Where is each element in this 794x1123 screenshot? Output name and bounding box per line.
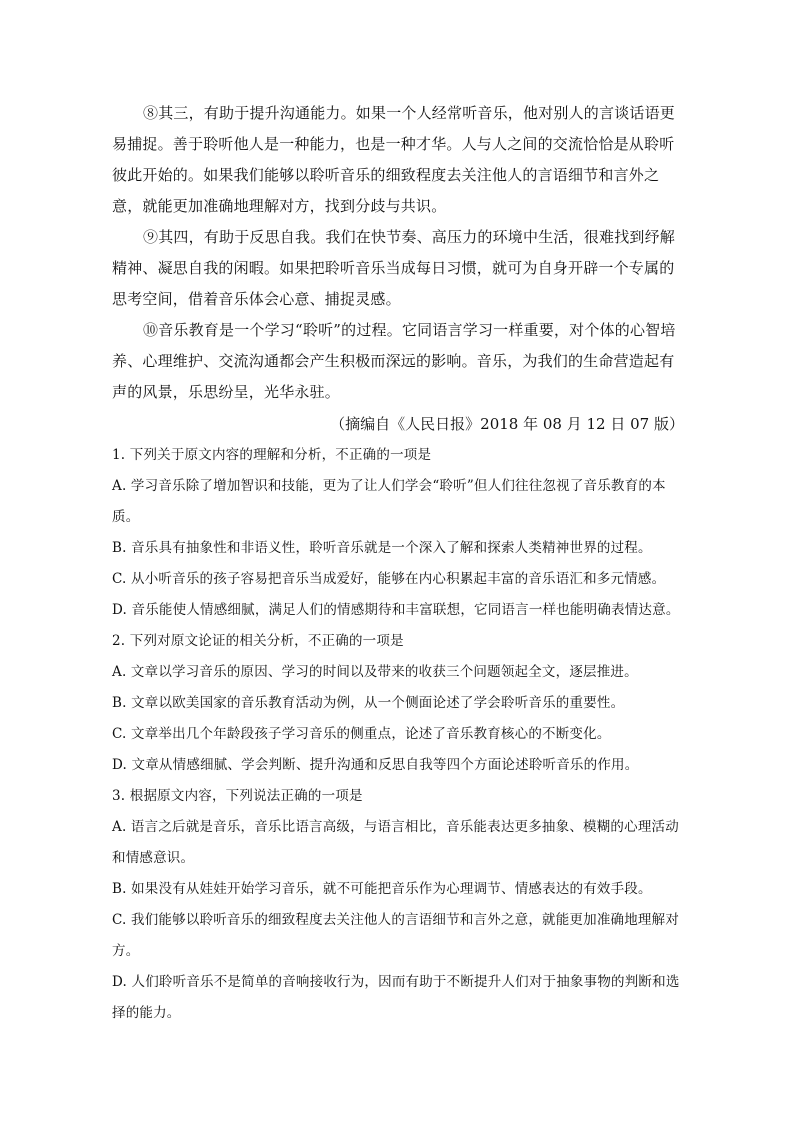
question-2-option-b: B. 文章以欧美国家的音乐教育活动为例，从一个侧面论述了学会聆听音乐的重要性。: [112, 695, 625, 711]
question-3-option-b: B. 如果没有从娃娃开始学习音乐，就不可能把音乐作为心理调节、情感表达的有效手段。: [112, 881, 652, 897]
question-3-option-c: C. 我们能够以聆听音乐的细致程度去关注他人的言语细节和言外之意，就能更加准确地理解对方。: [112, 912, 680, 959]
question-3-option-d: D. 人们聆听音乐不是简单的音响接收行为，因而有助于不断提升人们对于抽象事物的判断和选择的能力。: [112, 974, 680, 1021]
paragraph-8: ⑧其三，有助于提升沟通能力。如果一个人经常听音乐，他对别人的言谈话语更易捕捉。善于聆听他人是一种能力，也是一种才华。人与人之间的交流恰恰是从聆听彼此开始的。如果我们能够以聆听音乐的细致程度去关注他人的言语细节和言外之意，就能更加准确地理解对方，找到分歧与共识。: [112, 104, 676, 215]
paragraph-9: ⑨其四，有助于反思自我。我们在快节奏、高压力的环境中生活，很难找到纾解精神、凝思自我的闲暇。如果把聆听音乐当成每日习惯，就可为自身开辟一个专属的思考空间，借着音乐体会心意、捕捉灵感。: [112, 228, 676, 308]
question-3-stem: 3. 根据原文内容，下列说法正确的一项是: [112, 788, 363, 804]
question-1-option-c: C. 从小听音乐的孩子容易把音乐当成爱好，能够在内心积累起丰富的音乐语汇和多元情感。: [112, 571, 666, 587]
question-1-stem: 1. 下列关于原文内容的理解和分析，不正确的一项是: [112, 447, 432, 463]
question-1-option-b: B. 音乐具有抽象性和非语义性，聆听音乐就是一个深入了解和探索人类精神世界的过程。: [112, 540, 652, 556]
question-2-stem: 2. 下列对原文论证的相关分析，不正确的一项是: [112, 633, 404, 649]
source-citation: （摘编自《人民日报》2018 年 08 月 12 日 07 版）: [330, 415, 684, 433]
question-2-option-a: A. 文章以学习音乐的原因、学习的时间以及带来的收获三个问题领起全文，逐层推进。: [112, 664, 638, 680]
question-1-option-d: D. 音乐能使人情感细腻，满足人们的情感期待和丰富联想，它同语言一样也能明确表情达意。: [112, 602, 680, 618]
question-3-option-a: A. 语言之后就是音乐，音乐比语言高级，与语言相比，音乐能表达更多抽象、模糊的心理活动和情感意识。: [112, 819, 679, 866]
question-2-option-c: C. 文章举出几个年龄段孩子学习音乐的侧重点，论述了音乐教育核心的不断变化。: [112, 726, 611, 742]
paragraph-10: ⑩音乐教育是一个学习“聆听”的过程。它同语言学习一样重要，对个体的心智培养、心理维护、交流沟通都会产生积极而深远的影响。音乐，为我们的生命营造起有声的风景，乐思纷呈，光华永驻。: [112, 321, 676, 401]
question-1-option-a: A. 学习音乐除了增加智识和技能，更为了让人们学会“聆听”但人们往往忽视了音乐教育的本质。: [112, 478, 666, 525]
question-2-option-d: D. 文章从情感细腻、学会判断、提升沟通和反思自我等四个方面论述聆听音乐的作用。: [112, 757, 639, 773]
